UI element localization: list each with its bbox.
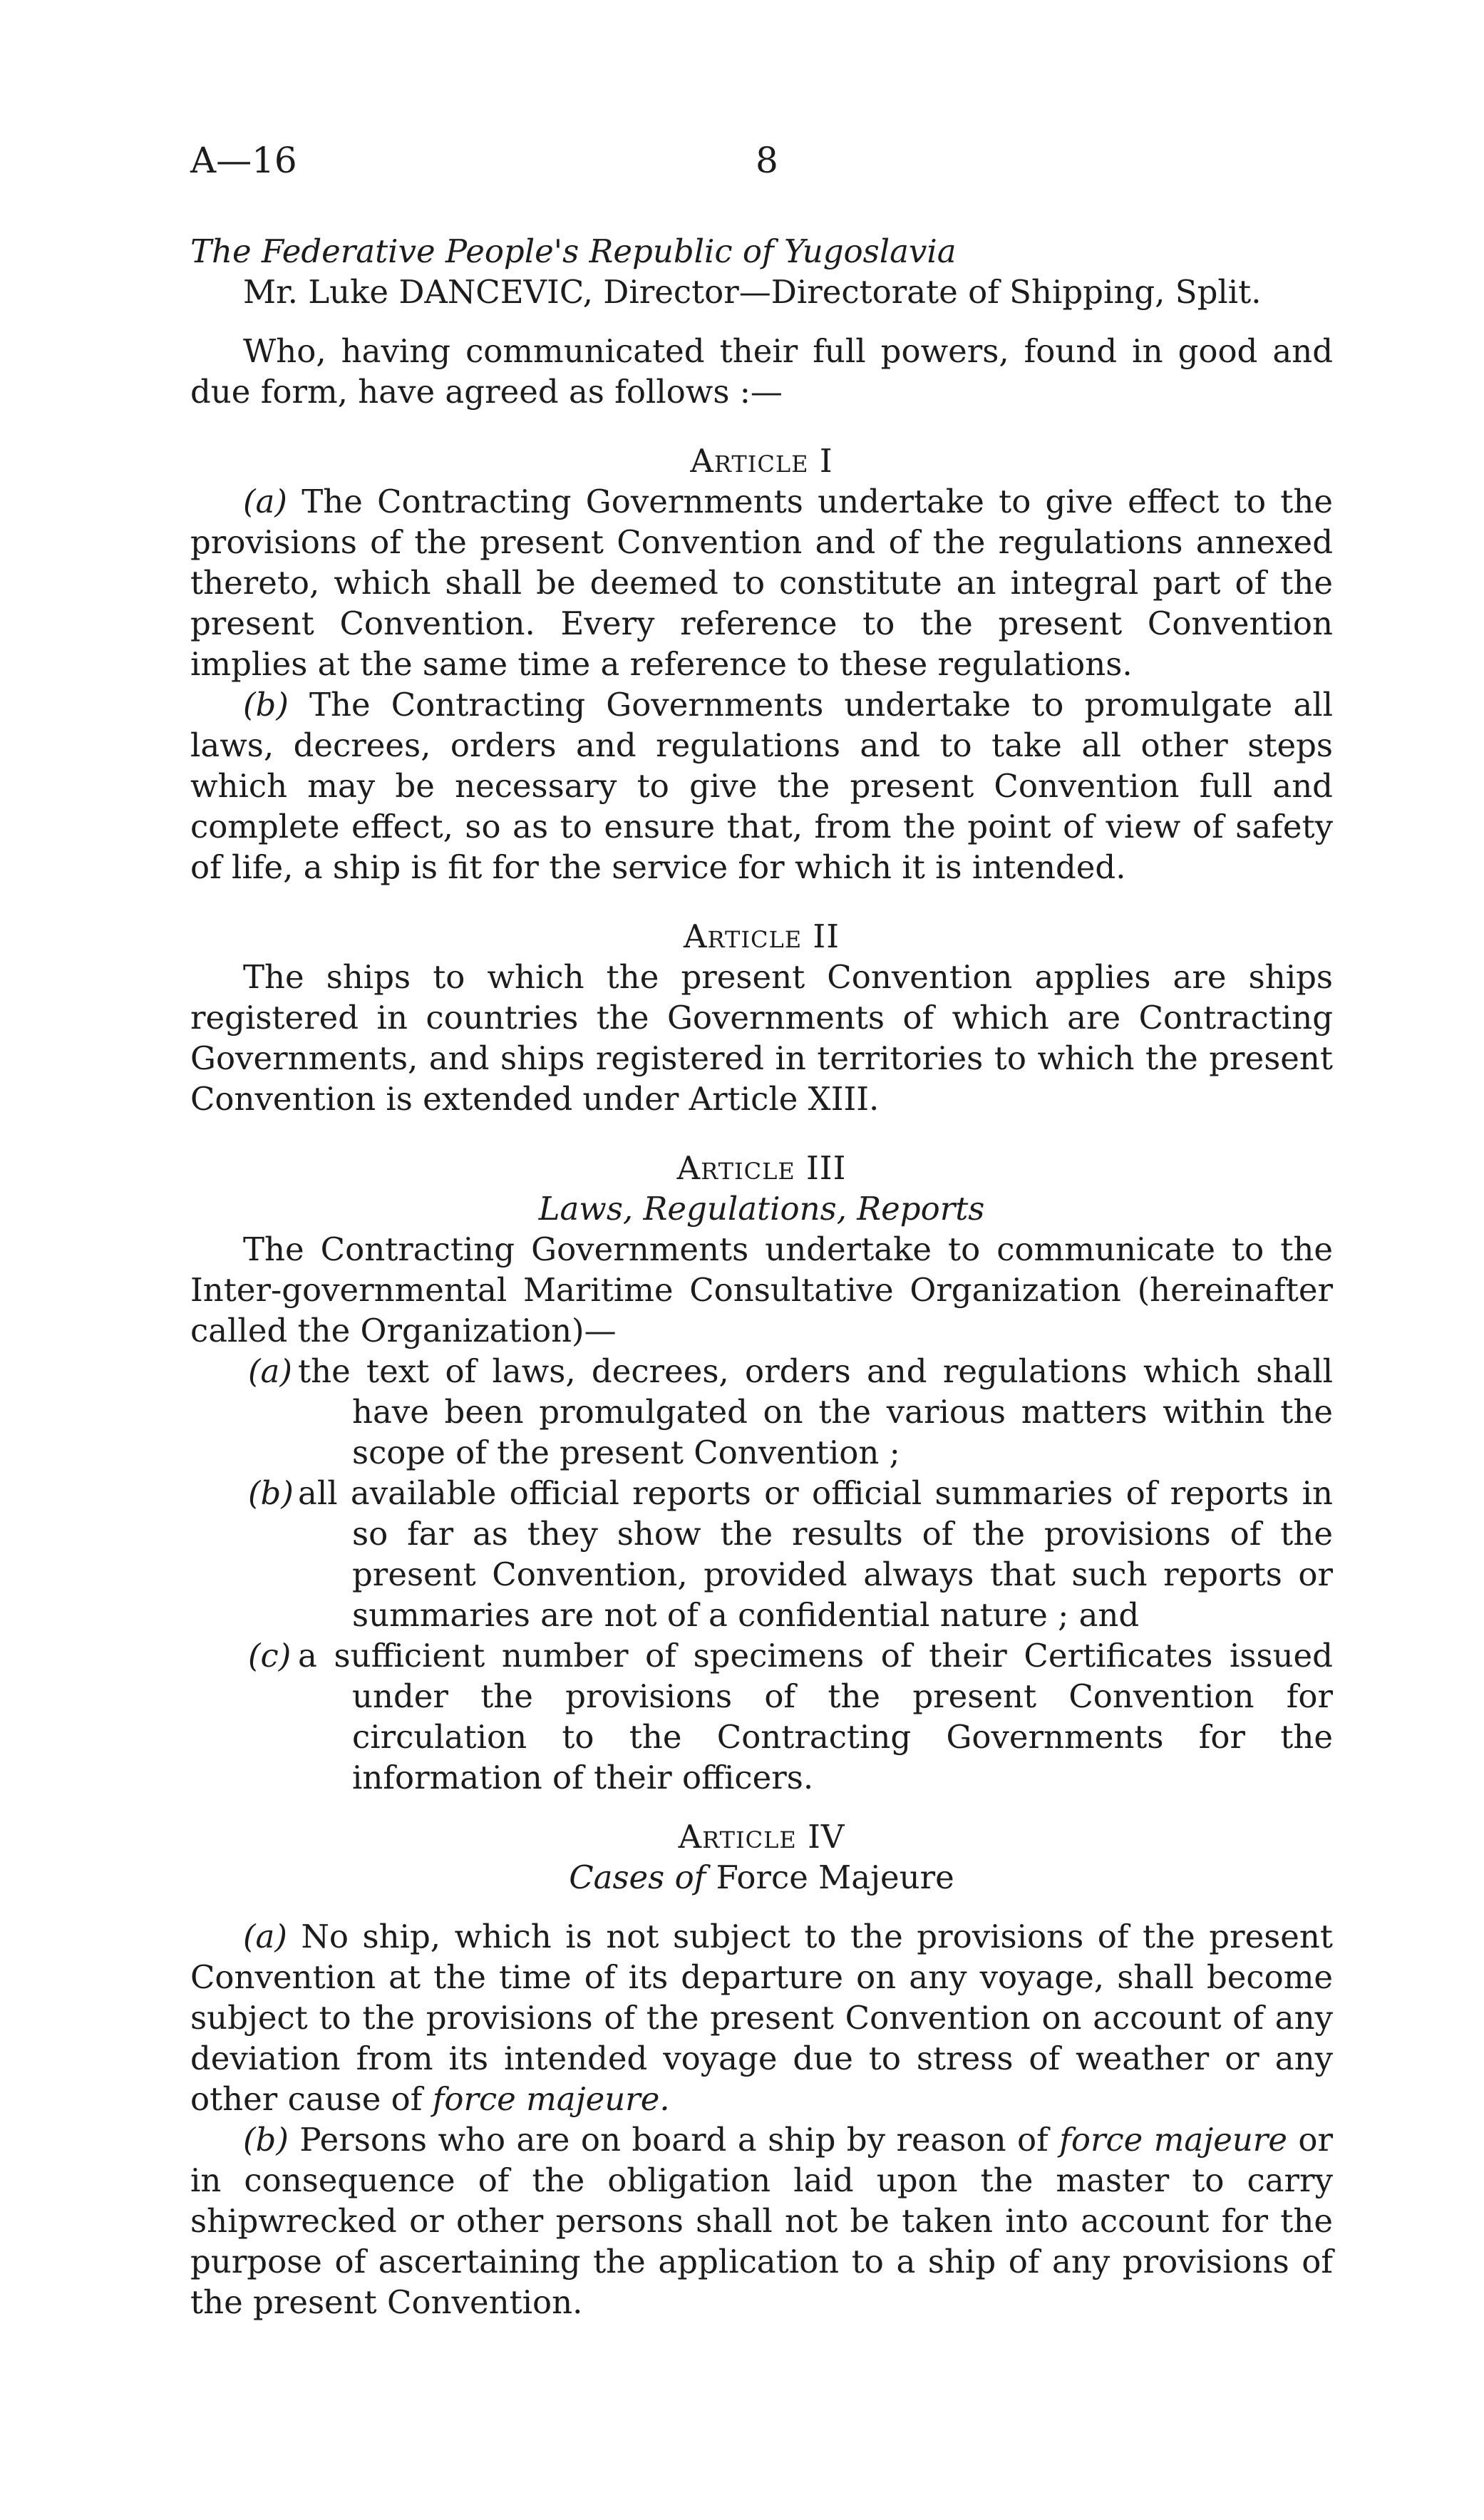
para-label: (a) (243, 483, 287, 520)
para-label: (b) (243, 686, 289, 724)
item-text: a sufficient number of specimens of their Certificates issued under the provisions of the present Convention for circulation to the Contracting Governments for the information of their officers. (298, 1637, 1333, 1796)
para-text: No ship, which is not subject to the provisions of the present Convention at the time of its departure on any voyage, shall become subject to the provisions of the present Convention on account of any deviation from its intended voyage due to stress of weather or any other cause of (190, 1918, 1334, 2118)
subtitle-italic: Cases of (569, 1858, 706, 1896)
page-body (190, 231, 1333, 2323)
para-italic: force majeure (1059, 2121, 1287, 2159)
item-label: (c) (248, 1637, 292, 1675)
item-text: all available official reports or official summaries of reports in so far as they show the results of the provisions of the present Convention, provided always that such reports or summaries are not of a confidential nature ; and (298, 1474, 1333, 1634)
article-3-heading: Article III (676, 1149, 847, 1187)
para-text: The Contracting Governments undertake to give effect to the provisions of the present Convention and of the regulations annexed thereto, which shall be deemed to constitute an integral part of the present Convention. Every reference to the present Convention implies at the same time a reference to these regulations. (190, 483, 1333, 683)
item-label: (b) (248, 1474, 294, 1512)
article-3-subtitle: Laws, Regulations, Reports (538, 1190, 985, 1228)
document-reference: A—16 (190, 140, 297, 181)
article-3-item-c (190, 1635, 1333, 1798)
item-label: (a) (248, 1352, 292, 1390)
preamble: Who, having communicated their full powers, found in good and due form, have agreed as follows :— (190, 332, 1333, 411)
para-label: (a) (243, 1918, 287, 1955)
article-1-para-b (190, 684, 1333, 888)
article-1-heading: Article I (690, 442, 833, 480)
signatory-country: The Federative People's Republic of Yugoslavia (190, 232, 957, 270)
para-italic: force majeure. (432, 2080, 670, 2118)
article-4-para-a (190, 1916, 1333, 2119)
page-number: 8 (756, 140, 778, 181)
signatory-name: Mr. Luke DANCEVIC, Director—Directorate of Shipping, Split. (243, 273, 1262, 311)
item-text: the text of laws, decrees, orders and regulations which shall have been promulgated on the various matters within the scope of the present Convention ; (298, 1352, 1333, 1471)
article-3-item-a (190, 1351, 1333, 1473)
subtitle-roman: Force Majeure (716, 1858, 954, 1896)
para-text-start: Persons who are on board a ship by reason of (299, 2121, 1048, 2159)
article-1-para-a (190, 481, 1333, 684)
page-header (0, 140, 1484, 182)
article-4-subtitle (190, 1857, 1333, 1898)
para-text-end: or in consequence of the obligation laid upon the master to carry shipwrecked or other persons shall not be taken into account for the purpose of ascertaining the application to a ship of any provisions of the present Convention. (190, 2121, 1333, 2321)
para-text: The Contracting Governments undertake to promulgate all laws, decrees, orders and regulations and to take all other steps which may be necessary to give the present Convention full and complete effect, so as to ensure that, from the point of view of safety of life, a ship is fit for the service for which it is intended. (190, 686, 1333, 886)
para-label: (b) (243, 2121, 289, 2159)
article-4-para-b (190, 2119, 1333, 2323)
article-2-text: The ships to which the present Convention applies are ships registered in countries the Governments of which are Contracting Governments, and ships registered in territories to which the present Convention is extended under Article XIII. (190, 958, 1333, 1118)
article-2-heading: Article II (684, 917, 840, 955)
article-4-heading: Article IV (678, 1818, 845, 1856)
article-3-intro: The Contracting Governments undertake to communicate to the Inter-governmental Maritime Consultative Organization (hereinafter called the Organization)— (190, 1230, 1333, 1349)
article-3-item-b (190, 1473, 1333, 1635)
